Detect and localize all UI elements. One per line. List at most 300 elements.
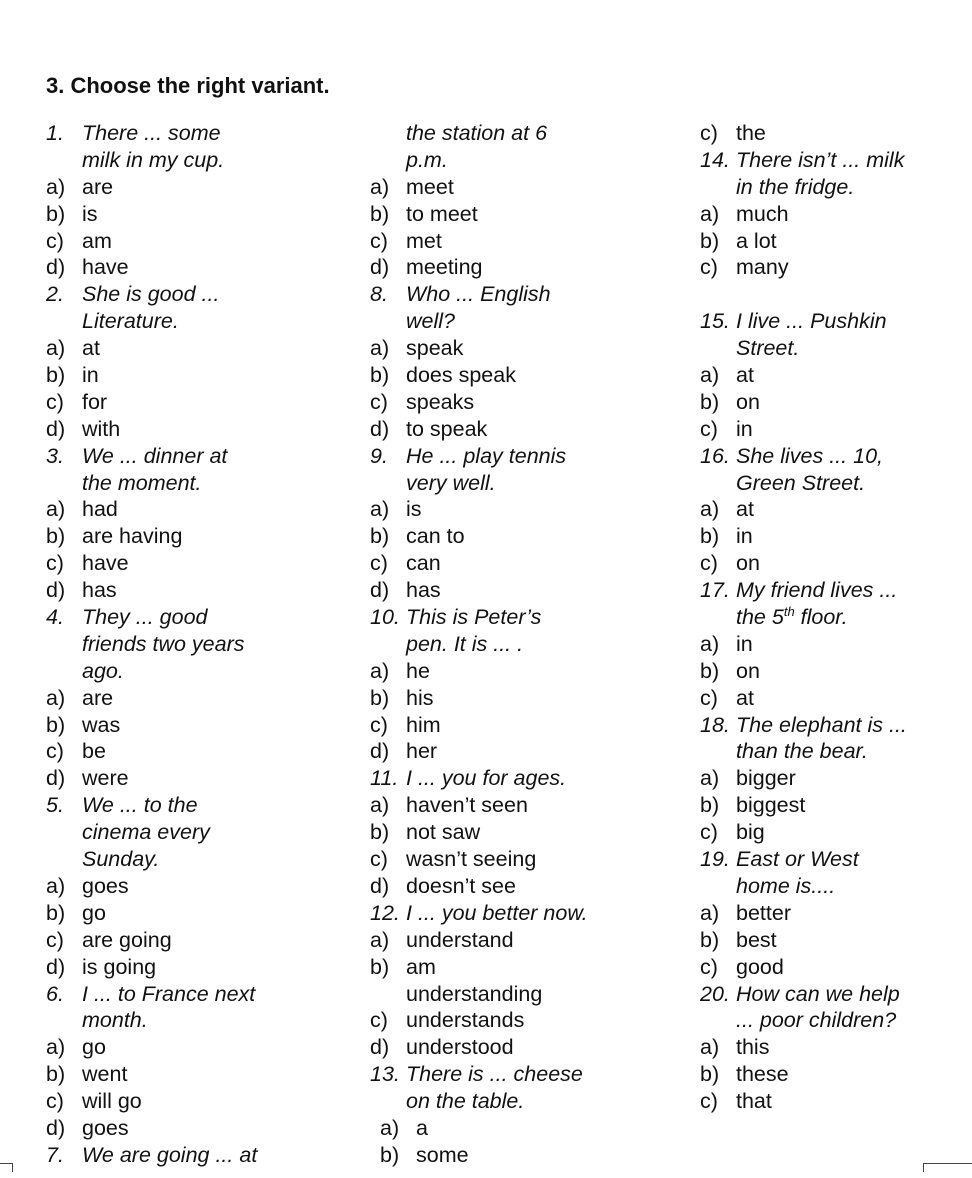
option-text: not saw: [406, 820, 481, 845]
option-text: was: [82, 712, 121, 737]
option-text: in: [736, 524, 753, 549]
question-line: [700, 443, 965, 470]
option-text: a lot: [736, 228, 777, 253]
option-text: his: [406, 685, 434, 710]
option-letter: d): [46, 578, 66, 603]
option-text: wasn’t seeing: [406, 847, 537, 872]
answer-option: [46, 900, 366, 927]
answer-option: [370, 228, 690, 255]
question-line: [700, 981, 965, 1008]
question-line: [370, 281, 690, 308]
question-continuation: the station at 6: [406, 121, 548, 145]
option-text: best: [736, 927, 777, 952]
option-text: in: [736, 416, 753, 441]
option-text: meeting: [406, 255, 483, 280]
question-number: 5.: [46, 793, 64, 818]
question-text: We ... dinner at: [82, 443, 228, 468]
question-line: [370, 1061, 690, 1088]
option-letter: a): [700, 631, 720, 656]
answer-option: [700, 1061, 965, 1088]
question-line: [370, 443, 690, 470]
option-text: are having: [82, 524, 183, 549]
question-line: [370, 900, 690, 927]
page-corner-mark-left: [0, 1163, 13, 1172]
option-text: go: [82, 1035, 106, 1060]
option-letter: c): [700, 416, 718, 441]
option-letter: a): [370, 174, 390, 199]
question-text: There is ... cheese: [406, 1062, 583, 1087]
question-line: [370, 604, 690, 631]
question-text: There isn’t ... milk: [736, 147, 905, 172]
answer-option: [370, 174, 690, 201]
option-letter: a): [700, 1035, 720, 1060]
answer-option: [370, 389, 690, 416]
answer-option: [700, 819, 965, 846]
answer-option: [700, 765, 965, 792]
answer-option: [46, 1034, 366, 1061]
option-text: that: [736, 1089, 772, 1114]
question-number: 14.: [700, 147, 730, 172]
option-letter: c): [46, 228, 64, 253]
question-continuation: very well.: [406, 470, 496, 495]
question-line: [46, 120, 366, 147]
option-letter: d): [370, 416, 390, 441]
option-text: have: [82, 551, 129, 576]
answer-option: [46, 685, 366, 712]
option-text: better: [736, 900, 791, 925]
option-text: at: [82, 336, 100, 361]
option-text: has: [406, 578, 441, 603]
answer-option: [700, 416, 965, 443]
question-line: [370, 765, 690, 792]
question-line: [46, 1142, 366, 1169]
option-text: am: [406, 954, 436, 979]
question-number: 19.: [700, 847, 730, 872]
option-text: big: [736, 820, 765, 845]
question-number: 12.: [370, 900, 400, 925]
answer-option: [46, 1061, 366, 1088]
question-text: floor.: [794, 605, 848, 630]
answer-option: [700, 254, 965, 281]
option-letter: a): [46, 1035, 66, 1060]
option-text: him: [406, 712, 441, 737]
answer-option: [46, 201, 366, 228]
option-letter: a): [700, 766, 720, 791]
question-line: [46, 792, 366, 819]
question-number: 7.: [46, 1142, 64, 1167]
option-text: understood: [406, 1035, 514, 1060]
blank-line: [700, 281, 965, 308]
question-line: [700, 147, 965, 174]
option-text: goes: [82, 1115, 129, 1140]
answer-option: [46, 550, 366, 577]
option-text: are going: [82, 927, 172, 952]
question-continuation: in the fridge.: [736, 174, 855, 199]
option-letter: a): [700, 497, 720, 522]
option-text: speaks: [406, 389, 475, 414]
option-letter: c): [370, 551, 388, 576]
option-letter: b): [700, 228, 720, 253]
option-text: is: [406, 497, 422, 522]
option-letter: d): [46, 1115, 66, 1140]
option-text: on: [736, 551, 760, 576]
option-letter: d): [370, 1035, 390, 1060]
option-text: doesn’t see: [406, 873, 516, 898]
answer-option: [700, 550, 965, 577]
option-letter: a): [370, 336, 390, 361]
option-letter: c): [700, 820, 718, 845]
answer-option: [370, 846, 690, 873]
exercise-heading: 3. Choose the right variant.: [46, 73, 330, 98]
option-text: go: [82, 900, 106, 925]
option-letter: b): [700, 793, 720, 818]
question-number: 13.: [370, 1062, 400, 1087]
question-number: 17.: [700, 578, 730, 603]
option-letter: b): [46, 1062, 66, 1087]
option-text: have: [82, 255, 129, 280]
option-letter: d): [370, 578, 390, 603]
question-line: [46, 281, 366, 308]
answer-option: [370, 1142, 690, 1169]
option-letter: a): [700, 363, 720, 388]
answer-option: [370, 1034, 690, 1061]
option-letter: b): [700, 524, 720, 549]
answer-option: [700, 228, 965, 255]
answer-option: [370, 335, 690, 362]
option-text: this: [736, 1035, 770, 1060]
answer-option: [370, 954, 690, 981]
answer-option: [370, 873, 690, 900]
option-text: is: [82, 201, 98, 226]
option-text: goes: [82, 873, 129, 898]
question-continuation: home is....: [736, 873, 836, 898]
question-number: 6.: [46, 981, 64, 1006]
option-text: has: [82, 578, 117, 603]
question-number: 2.: [46, 282, 64, 307]
answer-option: [370, 496, 690, 523]
question-line: [700, 577, 965, 604]
option-text: some: [416, 1142, 469, 1167]
question-continuation: milk in my cup.: [82, 147, 225, 172]
question-text: We ... to the: [82, 793, 198, 818]
option-letter: a): [370, 658, 390, 683]
question-number: 3.: [46, 443, 64, 468]
option-letter: c): [700, 1089, 718, 1114]
answer-option: [46, 335, 366, 362]
page-corner-mark-right: [923, 1163, 972, 1172]
option-letter: c): [700, 685, 718, 710]
option-text: these: [736, 1062, 789, 1087]
option-text: speak: [406, 336, 464, 361]
answer-option: [370, 658, 690, 685]
question-continuation: ... poor children?: [736, 1008, 897, 1033]
question-number: 4.: [46, 605, 64, 630]
option-text: had: [82, 497, 118, 522]
option-text: in: [82, 363, 99, 388]
question-text: I live ... Pushkin: [736, 309, 887, 334]
option-letter: a): [380, 1115, 400, 1140]
option-text: met: [406, 228, 442, 253]
answer-option: [700, 496, 965, 523]
option-letter: b): [700, 658, 720, 683]
option-text: went: [82, 1062, 128, 1087]
answer-option: [46, 416, 366, 443]
option-text: bigger: [736, 766, 796, 791]
option-letter: d): [370, 255, 390, 280]
answer-option: [46, 523, 366, 550]
answer-option: [46, 496, 366, 523]
question-number: 11.: [370, 766, 399, 791]
option-text: biggest: [736, 793, 806, 818]
answer-option: [700, 362, 965, 389]
option-letter: b): [46, 524, 66, 549]
answer-option: [700, 389, 965, 416]
question-continuation: Sunday.: [82, 847, 160, 872]
option-letter: a): [700, 900, 720, 925]
option-text: does speak: [406, 363, 516, 388]
option-letter: a): [46, 873, 66, 898]
option-letter: a): [46, 336, 66, 361]
answer-option: [46, 1088, 366, 1115]
option-letter: d): [46, 954, 66, 979]
option-letter: b): [46, 363, 66, 388]
answer-option: [370, 523, 690, 550]
question-text: East or West: [736, 847, 859, 872]
option-letter: b): [370, 820, 390, 845]
question-text: She is good ...: [82, 282, 220, 307]
question-continuation: the moment.: [82, 470, 202, 495]
answer-option: [370, 362, 690, 389]
answer-option: [46, 927, 366, 954]
answer-option: [46, 873, 366, 900]
answer-option: [46, 228, 366, 255]
answer-option: [370, 712, 690, 739]
option-letter: c): [700, 551, 718, 576]
question-text: This is Peter’s: [406, 605, 542, 630]
question-line: [700, 846, 965, 873]
option-letter: a): [46, 497, 66, 522]
option-text: many: [736, 255, 789, 280]
question-continuation: well?: [406, 309, 455, 334]
option-text: on: [736, 658, 760, 683]
question-text: She lives ... 10,: [736, 443, 883, 468]
question-number: 10.: [370, 605, 400, 630]
question-text: I ... to France next: [82, 981, 256, 1006]
option-letter: d): [370, 873, 390, 898]
answer-option: [370, 819, 690, 846]
question-line: [700, 308, 965, 335]
option-continuation: understanding: [406, 981, 543, 1006]
answer-option: [46, 254, 366, 281]
option-letter: c): [370, 389, 388, 414]
answer-option: [370, 685, 690, 712]
answer-option: [700, 658, 965, 685]
option-letter: c): [370, 228, 388, 253]
answer-option: [46, 362, 366, 389]
option-letter: b): [46, 900, 66, 925]
answer-option: [46, 712, 366, 739]
question-continuation: friends two years: [82, 631, 245, 656]
option-text: the: [736, 121, 766, 145]
option-letter: c): [46, 927, 64, 952]
answer-option: [46, 389, 366, 416]
option-text: meet: [406, 174, 454, 199]
answer-option: [370, 927, 690, 954]
column-1: [46, 120, 366, 1169]
answer-option: [370, 416, 690, 443]
option-letter: c): [370, 712, 388, 737]
option-text: for: [82, 389, 108, 414]
option-text: are: [82, 685, 114, 710]
question-number: 20.: [700, 981, 730, 1006]
question-line: [46, 604, 366, 631]
question-continuation: than the bear.: [736, 739, 868, 764]
question-number: 1.: [46, 121, 64, 145]
column-3: [700, 120, 965, 1115]
option-text: haven’t seen: [406, 793, 528, 818]
option-text: much: [736, 201, 789, 226]
option-letter: a): [370, 793, 390, 818]
question-line: [46, 981, 366, 1008]
option-letter: a): [46, 685, 66, 710]
answer-option: [370, 1115, 690, 1142]
answer-option: [700, 685, 965, 712]
option-text: were: [82, 766, 129, 791]
question-text: I ... you better now.: [406, 900, 588, 925]
option-text: in: [736, 631, 753, 656]
option-letter: b): [370, 363, 390, 388]
option-text: am: [82, 228, 112, 253]
option-text: to speak: [406, 416, 488, 441]
option-text: be: [82, 739, 106, 764]
question-text: My friend lives ...: [736, 578, 898, 603]
option-letter: b): [370, 201, 390, 226]
column-2: [370, 120, 690, 1169]
option-letter: b): [380, 1142, 400, 1167]
option-letter: c): [46, 389, 64, 414]
question-number: 15.: [700, 309, 730, 334]
question-text: He ... play tennis: [406, 443, 567, 468]
option-letter: b): [700, 389, 720, 414]
option-letter: c): [700, 121, 718, 145]
answer-option: [370, 792, 690, 819]
option-text: understand: [406, 927, 514, 952]
question-text: Who ... English: [406, 282, 551, 307]
question-text: The elephant is ...: [736, 712, 907, 737]
question-continuation: Green Street.: [736, 470, 866, 495]
question-continuation: ago.: [82, 658, 124, 683]
option-text: her: [406, 739, 438, 764]
answer-option: [370, 1007, 690, 1034]
answer-option: [46, 577, 366, 604]
answer-option: [46, 174, 366, 201]
option-letter: b): [700, 927, 720, 952]
option-text: good: [736, 954, 784, 979]
question-text: They ... good: [82, 605, 208, 630]
answer-option: [700, 927, 965, 954]
option-text: will go: [82, 1089, 142, 1114]
answer-option: [370, 577, 690, 604]
option-letter: b): [370, 685, 390, 710]
option-text: to meet: [406, 201, 478, 226]
option-letter: d): [370, 739, 390, 764]
option-text: is going: [82, 954, 157, 979]
option-text: with: [82, 416, 121, 441]
option-letter: a): [370, 497, 390, 522]
option-text: can: [406, 551, 441, 576]
option-letter: a): [46, 174, 66, 199]
option-text: on: [736, 389, 760, 414]
question-number: 8.: [370, 282, 388, 307]
question-continuation: cinema every: [82, 820, 210, 845]
ordinal-suffix: th: [783, 603, 795, 619]
question-number: 9.: [370, 443, 388, 468]
option-text: a: [416, 1115, 428, 1140]
option-letter: c): [370, 847, 388, 872]
option-letter: b): [370, 524, 390, 549]
option-letter: b): [700, 1062, 720, 1087]
question-continuation: [700, 604, 965, 631]
answer-option: [46, 765, 366, 792]
answer-option: [46, 954, 366, 981]
answer-option: [46, 738, 366, 765]
question-continuation: on the table.: [406, 1089, 525, 1114]
answer-option: [700, 900, 965, 927]
answer-option: [700, 631, 965, 658]
answer-option: [700, 201, 965, 228]
option-letter: b): [46, 712, 66, 737]
answer-option: [46, 1115, 366, 1142]
option-text: can to: [406, 524, 465, 549]
option-letter: a): [370, 927, 390, 952]
question-text: How can we help: [736, 981, 900, 1006]
option-text: at: [736, 685, 754, 710]
question-number: 16.: [700, 443, 730, 468]
option-letter: b): [370, 954, 390, 979]
answer-option: [700, 1034, 965, 1061]
answer-option: [700, 1088, 965, 1115]
question-continuation: Street.: [736, 336, 800, 361]
question-text: There ... some: [82, 121, 221, 145]
option-letter: d): [46, 766, 66, 791]
option-letter: a): [700, 201, 720, 226]
question-continuation: Literature.: [82, 309, 179, 334]
question-line: [700, 712, 965, 739]
option-text: at: [736, 497, 754, 522]
answer-option: [370, 550, 690, 577]
option-letter: c): [46, 551, 64, 576]
option-text: he: [406, 658, 430, 683]
option-letter: c): [700, 954, 718, 979]
question-continuation: month.: [82, 1008, 148, 1033]
answer-option: [700, 792, 965, 819]
option-text: understands: [406, 1008, 525, 1033]
option-letter: d): [46, 416, 66, 441]
question-number: 18.: [700, 712, 730, 737]
option-text: at: [736, 363, 754, 388]
answer-option: [370, 254, 690, 281]
question-text: I ... you for ages.: [406, 766, 567, 791]
option-letter: c): [700, 255, 718, 280]
question-continuation: pen. It is ... .: [406, 631, 524, 656]
question-text: We are going ... at: [82, 1142, 258, 1167]
answer-option: [700, 523, 965, 550]
option-letter: c): [370, 1008, 388, 1033]
question-continuation: p.m.: [406, 147, 448, 172]
answer-option: [370, 738, 690, 765]
option-text: are: [82, 174, 114, 199]
answer-option: [700, 120, 965, 147]
